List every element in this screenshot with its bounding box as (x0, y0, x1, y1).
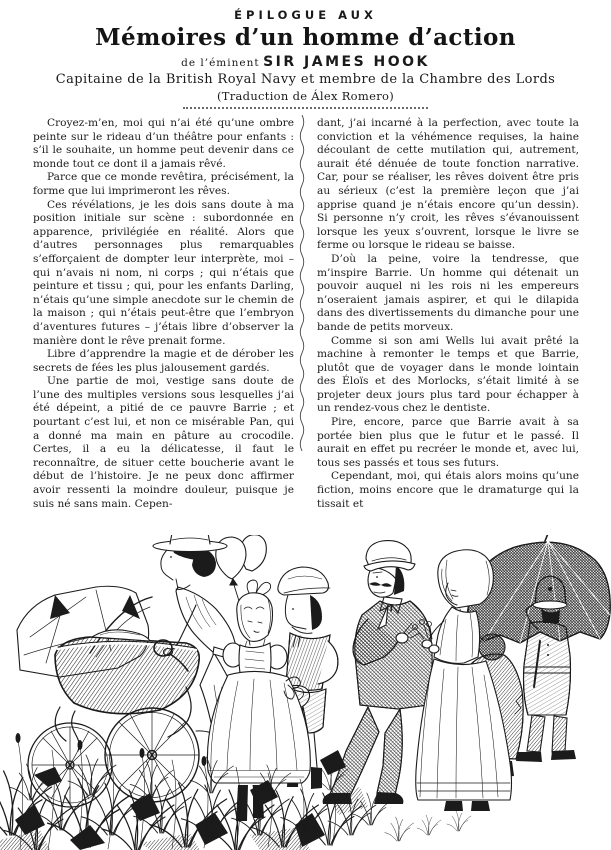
paragraph: dant, j’ai incarné à la perfection, avec toute la conviction et la véhémence requises, la haine découlant de cette mutilation qui, autrement, aurait été dénuée de toute fonction narrative. Car, pour se réaliser, les rêves doivent être pris au sérieux (c’est la première leçon que j’ai apprise quand je n’étais encore qu’un dessin). Si personne n’y croit, les rêves s’évanouissent lorsque les yeux s’ouvrent, lorsque le livre se ferme ou lorsque le rideau se baisse. (317, 117, 579, 252)
right-column (317, 117, 579, 511)
paragraph: Libre d’apprendre la magie et de dérober les secrets de fées les plus jalousement gardés. (33, 348, 294, 374)
subtitle: Capitaine de la British Royal Navy et membre de la Chambre des Lords (55, 72, 556, 87)
byline-name: SIR JAMES HOOK (263, 54, 430, 70)
park-scene-illustration (0, 535, 611, 850)
page-title: Mémoires d’un homme d’action (95, 24, 516, 51)
translation-credit: (Traduction de Álex Romero) (216, 89, 395, 103)
byline-prefix: de l’éminent (181, 57, 260, 69)
paragraph: Une partie de moi, vestige sans doute de l’une des multiples versions sous lesquelles j’ai été dépeint, a pitié de ce pauvre Barrie ; et pourtant c’est lui, et non ce misérable Pan, qui a donné ma main en pâture au crocodile. Certes, il a eu la délicatesse, il faut le reconnaître, de situer cette boucherie avant le début de l’histoire. Je ne peux donc affirmer avoir ressenti la moindre douleur, puisque je suis né sans main. Cepen- (33, 375, 294, 510)
left-column (33, 117, 294, 511)
dotted-rule (183, 107, 428, 109)
paragraph: Pire, encore, parce que Barrie avait à sa portée bien plus que le futur et le passé. Il aurait en effet pu recréer le monde et, avec lui, tous ses passés et tous ses futurs. (317, 416, 579, 469)
paragraph: Ces révélations, je les dois sans doute à ma position initiale sur scène : subordonnée en apparence, privilégiée en réalité. Alors que d’autres personnages plus remarquables s’efforçaient de dompter leur interprète, moi – qui n’avais ni nom, ni corps ; qui n’étais que peinture et tissu ; qui, pour les enfants Darling, n’étais qu’une simple anecdote sur le chemin de la maison ; qui n’étais peut-être que l’embryon d’aventures futures – j’étais libre d’observer la manière dont le rêve prenait forme. (33, 198, 294, 347)
epilogue-kicker: ÉPILOGUE AUX (234, 8, 377, 22)
page-header (0, 8, 611, 103)
paragraph: Cependant, moi, qui étais alors moins qu’une fiction, moins encore que le dramaturge qui la tissait et (317, 470, 579, 510)
paragraph: Croyez-m’en, moi qui n’ai été qu’une ombre peinte sur le rideau d’un théâtre pour enfants : s’il le souhaite, un homme peut devenir dans ce monde tout ce dont il a jamais rêvé. (33, 117, 294, 170)
paragraph: Parce que ce monde revêtira, précisément, la forme que lui imprimeront les rêves. (33, 171, 294, 197)
wavy-column-divider (297, 115, 307, 467)
paragraph: Comme si son ami Wells lui avait prêté la machine à remonter le temps et que Barrie, plutôt que de voyager dans le monde lointain des Éloïs et des Morlocks, s’était limité à se projeter deux jours plus tard pour échapper à un rendez-vous chez le dentiste. (317, 334, 579, 415)
paragraph: D’où la peine, voire la tendresse, que m’inspire Barrie. Un homme qui détenait un pouvoir auquel ni les rois ni les empereurs n’oseraient jamais aspirer, et qui le dilapida dans des divertissements du dimanche pour une bande de petits morveux. (317, 252, 579, 333)
byline (0, 54, 611, 70)
